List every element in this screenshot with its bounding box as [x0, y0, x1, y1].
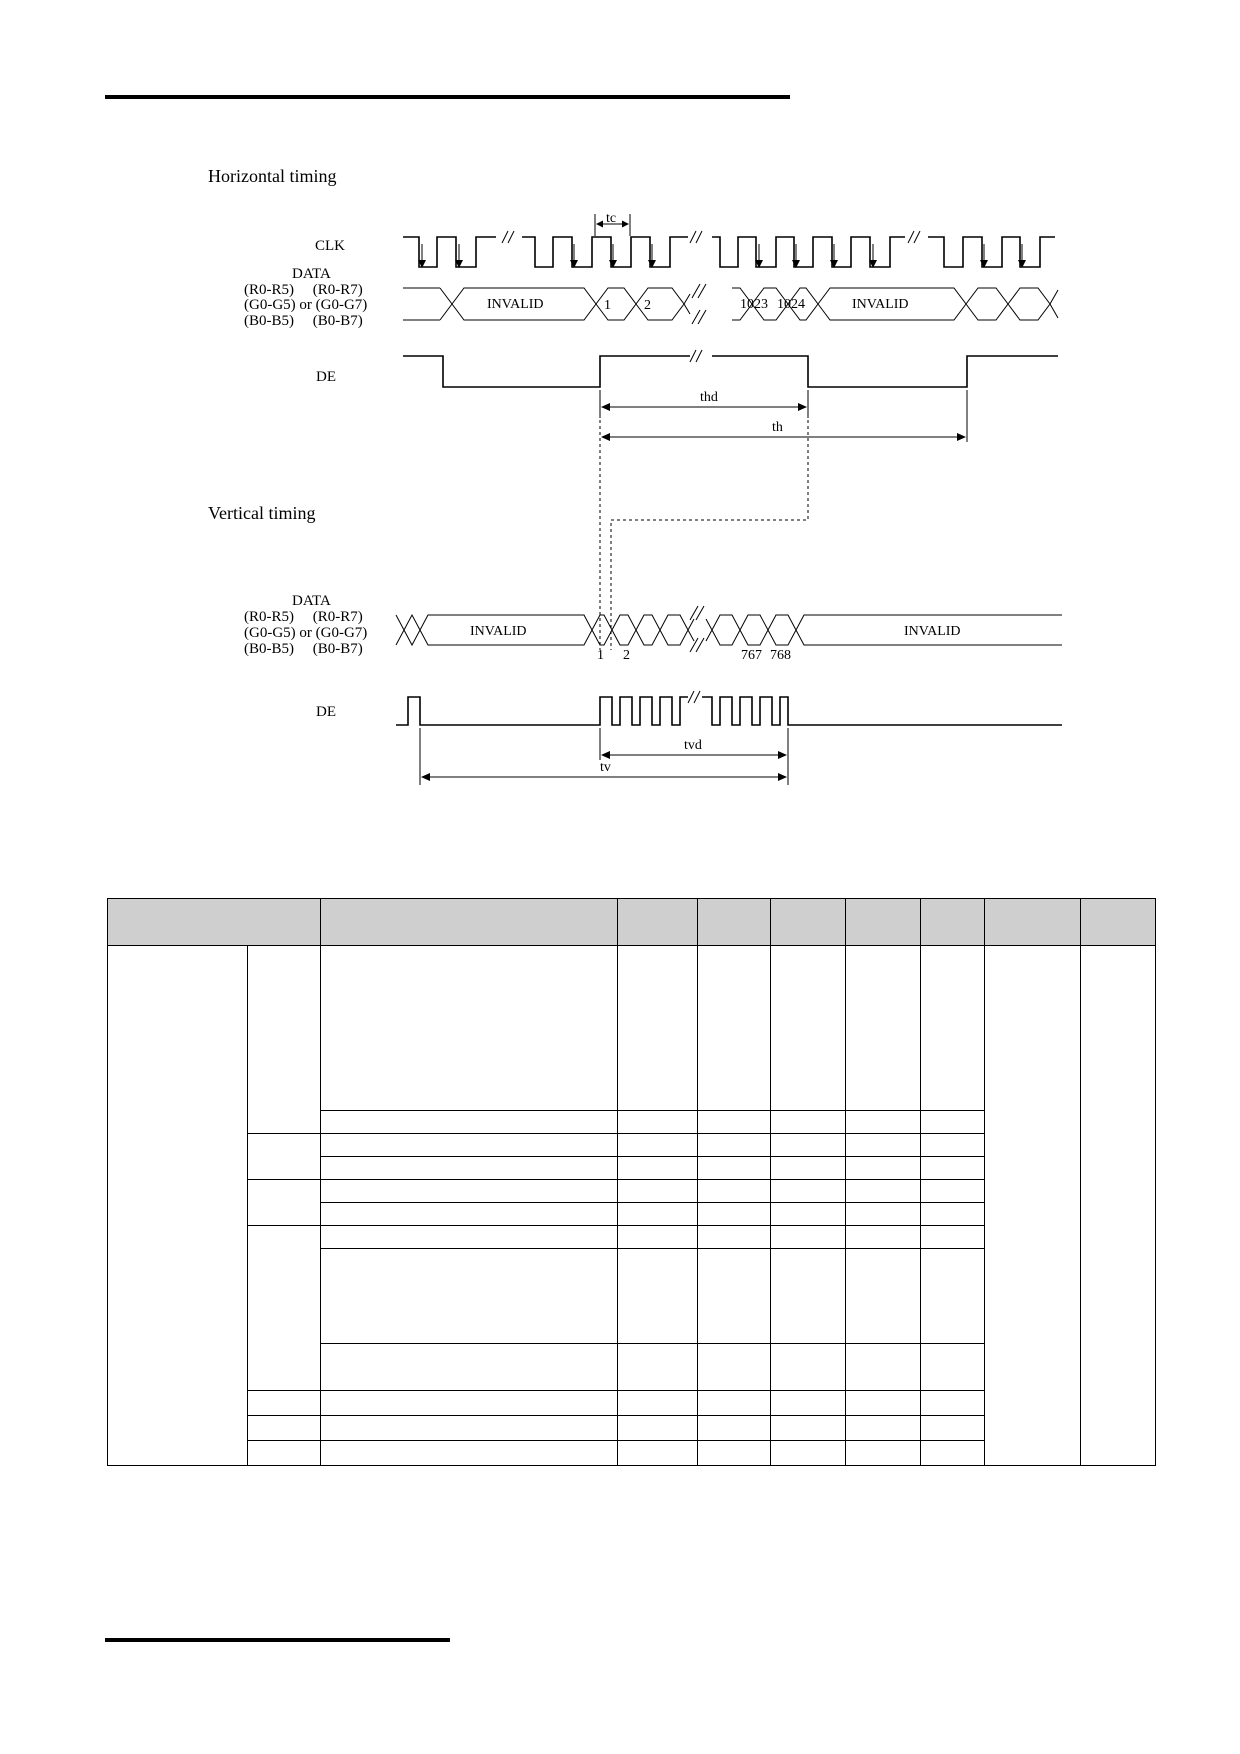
table-cell: [321, 1134, 618, 1157]
table-cell: [248, 1111, 321, 1134]
table-cell: [321, 1157, 618, 1180]
tvd-label: tvd: [684, 738, 702, 753]
tc-dimension: [595, 211, 630, 236]
v-line-1: 1: [597, 648, 604, 663]
header-cell: [698, 899, 771, 946]
h-pixel-1: 1: [604, 298, 611, 313]
table-cell: [921, 946, 985, 1111]
table-cell: [698, 1111, 771, 1134]
tvd-dimension: [600, 728, 788, 785]
table-cell: [698, 1180, 771, 1203]
table-cell: [698, 1391, 771, 1416]
table-cell: [698, 1134, 771, 1157]
table-cell: [321, 1180, 618, 1203]
v-de-label: DE: [316, 704, 336, 720]
h-pixel-1024: 1024: [777, 297, 805, 312]
table-cell: [618, 1157, 698, 1180]
table-cell: [771, 946, 846, 1111]
h-pixel-1023: 1023: [740, 297, 768, 312]
table-cell: [248, 946, 321, 1111]
table-cell: [698, 1344, 771, 1391]
h-pixel-2: 2: [644, 298, 651, 313]
table-cell: [921, 1157, 985, 1180]
table-cell: [771, 1249, 846, 1344]
table-cell: [321, 1391, 618, 1416]
v-line-768: 768: [770, 648, 791, 663]
header-cell: [321, 899, 618, 946]
v-data-label: DATA: [292, 593, 331, 609]
table-cell: [846, 1441, 921, 1466]
table-cell: [321, 1249, 618, 1344]
table-cell: [321, 1344, 618, 1391]
table-cell: [698, 1157, 771, 1180]
h-de-waveform: [403, 350, 1058, 387]
table-cell: [921, 1441, 985, 1466]
table-cell: [846, 1180, 921, 1203]
table-cell: [846, 1416, 921, 1441]
table-cell: [618, 1180, 698, 1203]
table-cell: [846, 1226, 921, 1249]
table-cell: [771, 1441, 846, 1466]
table-cell: [771, 1111, 846, 1134]
table-cell: [771, 1226, 846, 1249]
table-cell: [618, 1249, 698, 1344]
table-cell: [618, 1441, 698, 1466]
table-cell: [321, 946, 618, 1111]
timing-spec-table: [107, 898, 1156, 1466]
table-cell: [1081, 946, 1156, 1466]
v-bus-line-2: (G0-G5) or (G0-G7): [244, 625, 368, 641]
table-cell: [921, 1180, 985, 1203]
table-cell: [921, 1391, 985, 1416]
h-data-label: DATA: [292, 266, 331, 282]
table-cell: [921, 1226, 985, 1249]
header-cell: [1081, 899, 1156, 946]
table-cell: [248, 1180, 321, 1226]
table-cell: [771, 1416, 846, 1441]
table-cell: [698, 1416, 771, 1441]
table-cell: [248, 1416, 321, 1441]
table-cell: [321, 1226, 618, 1249]
tv-dimension: [420, 728, 787, 785]
table-cell: [618, 1203, 698, 1226]
table-cell: [921, 1203, 985, 1226]
table-cell: [846, 1249, 921, 1344]
table-cell: [771, 1391, 846, 1416]
header-cell: [771, 899, 846, 946]
v-invalid-left: INVALID: [470, 624, 527, 639]
h-invalid-left: INVALID: [487, 297, 544, 312]
tc-label: tc: [606, 211, 617, 226]
v-de-waveform: [396, 691, 1062, 725]
table-cell: [846, 1391, 921, 1416]
table-cell: [921, 1134, 985, 1157]
clk-label: CLK: [315, 238, 345, 254]
v-line-2: 2: [623, 648, 630, 663]
table-cell: [846, 1134, 921, 1157]
thd-dimension: [600, 390, 808, 418]
table-cell: [108, 946, 248, 1466]
table-cell: [921, 1416, 985, 1441]
v-bus-line-3: (B0-B5) (B0-B7): [244, 641, 363, 657]
table-cell: [771, 1157, 846, 1180]
table-cell: [618, 1416, 698, 1441]
table-cell: [846, 946, 921, 1111]
table-cell: [618, 946, 698, 1111]
table-cell: [846, 1157, 921, 1180]
table-cell: [618, 1134, 698, 1157]
tv-label: tv: [600, 760, 611, 775]
table-cell: [618, 1226, 698, 1249]
header-cell: [618, 899, 698, 946]
thd-label: thd: [700, 390, 718, 405]
table-cell: [698, 1203, 771, 1226]
h-bus-line-1: (R0-R5) (R0-R7): [244, 282, 363, 298]
header-cell: [108, 899, 321, 946]
table-cell: [846, 1203, 921, 1226]
header-cell: [846, 899, 921, 946]
header-cell: [985, 899, 1081, 946]
table-cell: [771, 1203, 846, 1226]
table-cell: [248, 1134, 321, 1180]
v-data-bus: [396, 606, 1062, 663]
vertical-timing-title: Vertical timing: [208, 503, 316, 523]
table-cell: [618, 1391, 698, 1416]
h-de-label: DE: [316, 369, 336, 385]
table-cell: [248, 1441, 321, 1466]
table-cell: [698, 1441, 771, 1466]
table-cell: [771, 1180, 846, 1203]
table-cell: [698, 1226, 771, 1249]
table-cell: [985, 946, 1081, 1466]
table-cell: [771, 1134, 846, 1157]
h-bus-line-3: (B0-B5) (B0-B7): [244, 313, 363, 329]
table-cell: [846, 1344, 921, 1391]
table-cell: [321, 1203, 618, 1226]
table-cell: [921, 1111, 985, 1134]
table-row: [108, 946, 1156, 1111]
v-bus-line-1: (R0-R5) (R0-R7): [244, 609, 363, 625]
table-cell: [846, 1111, 921, 1134]
table-cell: [618, 1111, 698, 1134]
table-cell: [321, 1416, 618, 1441]
h-invalid-right: INVALID: [852, 297, 909, 312]
table-cell: [321, 1441, 618, 1466]
table-header-row: [108, 899, 1156, 946]
table-cell: [921, 1344, 985, 1391]
clk-waveform: [403, 231, 1055, 268]
th-label: th: [772, 420, 783, 435]
table-cell: [771, 1344, 846, 1391]
v-line-767: 767: [741, 648, 762, 663]
table-cell: [321, 1111, 618, 1134]
header-cell: [921, 899, 985, 946]
table-cell: [921, 1249, 985, 1344]
h-bus-line-2: (G0-G5) or (G0-G7): [244, 297, 368, 313]
h-data-bus: [403, 284, 1058, 324]
th-dimension: [601, 390, 967, 442]
table-cell: [618, 1344, 698, 1391]
table-cell: [698, 1249, 771, 1344]
table-cell: [698, 946, 771, 1111]
table-cell: [248, 1391, 321, 1416]
table-cell: [248, 1226, 321, 1391]
horizontal-timing-title: Horizontal timing: [208, 166, 337, 186]
v-invalid-right: INVALID: [904, 624, 961, 639]
